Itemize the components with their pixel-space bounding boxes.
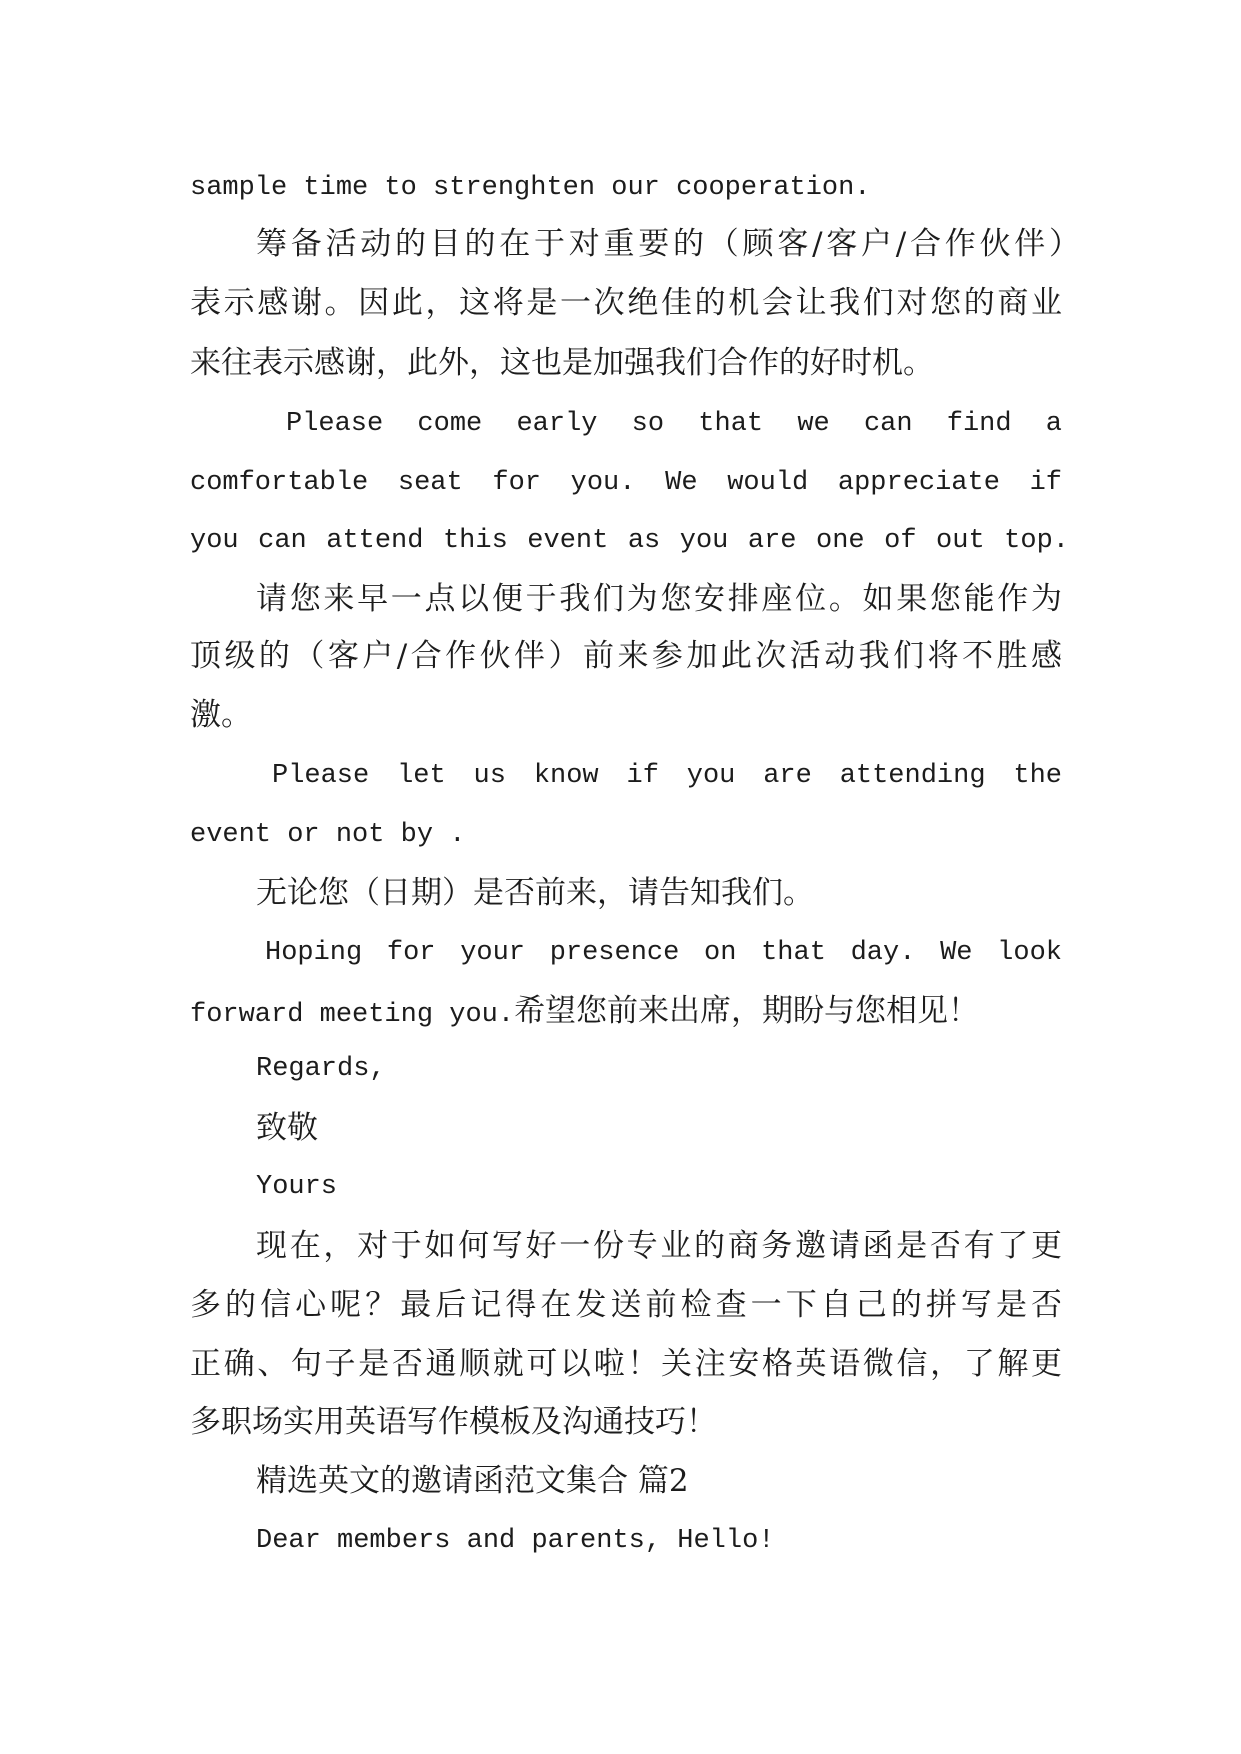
text-line: 正确、句子是否通顺就可以啦！关注安格英语微信，了解更 [190, 1346, 1062, 1382]
text-line: event or not by . [190, 820, 466, 850]
text-line: 激。 [190, 697, 252, 733]
text-line: sample time to strenghten our cooperation. [190, 173, 871, 203]
text-line: 顶级的（客户/合作伙伴）前来参加此次活动我们将不胜感 [190, 638, 1062, 674]
text-line: 无论您（日期）是否前来，请告知我们。 [256, 875, 814, 911]
section-heading: 精选英文的邀请函范文集合 篇2 [256, 1463, 689, 1499]
text-line: 表示感谢。因此，这将是一次绝佳的机会让我们对您的商业 [190, 285, 1062, 321]
text-line-english: forward meeting you. [190, 1000, 515, 1030]
text-line: you can attend this event as you are one of out top. [190, 526, 1069, 556]
closing-signature: Yours [256, 1172, 338, 1202]
text-line: 筹备活动的目的在于对重要的（顾客/客户/合作伙伴） [256, 226, 1080, 262]
salutation: Dear members and parents, Hello! [256, 1526, 775, 1556]
text-line: 多职场实用英语写作模板及沟通技巧！ [190, 1404, 717, 1440]
text-line [190, 982, 1090, 1040]
text-line-translation: 希望您前来出席，期盼与您相见！ [514, 993, 980, 1029]
text-line: Hoping for your presence on that day. We look [265, 938, 1062, 968]
text-line: 请您来早一点以便于我们为您安排座位。如果您能作为 [256, 581, 1062, 617]
text-line: 现在，对于如何写好一份专业的商务邀请函是否有了更 [256, 1228, 1062, 1264]
text-line: Please let us know if you are attending the [272, 761, 1062, 791]
closing-regards: Regards, [256, 1054, 386, 1084]
text-line: 来往表示感谢，此外，这也是加强我们合作的好时机。 [190, 345, 934, 381]
closing-regards-zh: 致敬 [256, 1110, 318, 1146]
text-line: comfortable seat for you. We would appreciate if [190, 468, 1062, 498]
text-line: 多的信心呢？最后记得在发送前检查一下自己的拼写是否 [190, 1287, 1062, 1323]
text-line: Please come early so that we can find a [286, 409, 1062, 439]
